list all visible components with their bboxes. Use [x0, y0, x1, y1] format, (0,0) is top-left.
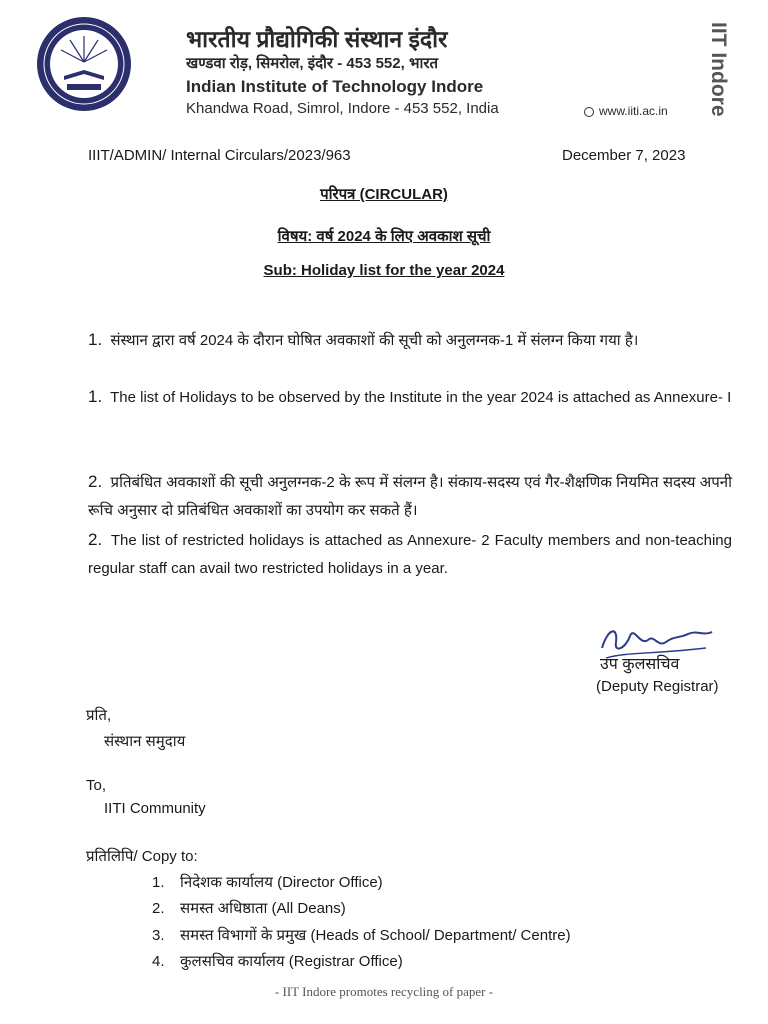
copy-item-text: निदेशक कार्यालय (Director Office) — [180, 874, 383, 891]
subject-hindi: विषय: वर्ष 2024 के लिए अवकाश सूची — [277, 228, 491, 245]
copy-item-number: 2. — [152, 900, 165, 917]
globe-icon — [584, 107, 594, 117]
copy-list-item — [152, 951, 403, 971]
paragraph-text: The list of Holidays to be observed by the Institute in the year 2024 is attached as Annexure- I — [110, 389, 732, 406]
paragraph-number: 1. — [88, 330, 103, 349]
paragraph-number: 2. — [88, 530, 103, 549]
circular-date: December 7, 2023 — [562, 147, 686, 164]
institute-address-hindi: खण्डवा रोड़, सिमरोल, इंदौर - 453 552, भारत — [186, 55, 439, 72]
signatory-title-english: (Deputy Registrar) — [596, 678, 719, 695]
copy-item-number: 4. — [152, 953, 165, 970]
paragraph-text: The list of restricted holidays is attached as Annexure- 2 Faculty members and non-teaching regular staff can avail two restricted holidays in a year. — [88, 532, 732, 577]
paragraph-2-english — [88, 526, 732, 583]
copy-item-text: समस्त अधिष्ठाता (All Deans) — [180, 900, 346, 917]
copy-item-text: कुलसचिव कार्यालय (Registrar Office) — [180, 953, 403, 970]
copy-list-item — [152, 872, 383, 892]
subject-english: Sub: Holiday list for the year 2024 — [263, 262, 505, 279]
copy-list-item — [152, 925, 571, 945]
to-recipient: IITI Community — [104, 800, 206, 817]
iit-indore-logo-icon — [34, 14, 134, 118]
copy-item-number: 3. — [152, 927, 165, 944]
paragraph-text: प्रतिबंधित अवकाशों की सूची अनुलग्नक-2 के रूप में संलग्न है। संकाय-सदस्य एवं गैर-शैक्षणिक नियमित सदस्य अपनी रूचि अनुसार दो प्रतिबंधित अवकाशों का उपयोग कर सकते हैं। — [88, 474, 732, 519]
paragraph-number: 2. — [88, 472, 103, 491]
to-label: To, — [86, 777, 107, 794]
reference-number: IIIT/ADMIN/ Internal Circulars/2023/963 — [88, 147, 351, 164]
paragraph-text: संस्थान द्वारा वर्ष 2024 के दौरान घोषित अवकाशों की सूची को अनुलग्नक-1 में संलग्न किया गया है। — [110, 332, 639, 349]
signatory-title-hindi: उप कुलसचिव — [600, 656, 680, 673]
copy-list-item — [152, 898, 346, 918]
paragraph-1-hindi — [88, 326, 732, 355]
copy-item-number: 1. — [152, 874, 165, 891]
circular-title: परिपत्र (CIRCULAR) — [320, 186, 448, 203]
copy-item-text: समस्त विभागों के प्रमुख (Heads of School/ Department/ Centre) — [180, 927, 571, 944]
institute-name-hindi: भारतीय प्रौद्योगिकी संस्थान इंदौर — [186, 26, 448, 52]
institute-address-english: Khandwa Road, Simrol, Indore - 453 552, India — [186, 100, 499, 117]
paragraph-number: 1. — [88, 387, 103, 406]
paragraph-1-english — [88, 383, 732, 412]
footer-note: - IIT Indore promotes recycling of paper - — [274, 984, 494, 999]
prati-recipient: संस्थान समुदाय — [104, 733, 186, 750]
prati-label: प्रति, — [86, 707, 112, 724]
side-label — [696, 20, 736, 120]
website-link[interactable] — [584, 104, 668, 118]
institute-name-english: Indian Institute of Technology Indore — [186, 77, 484, 96]
paragraph-2-hindi — [88, 468, 732, 525]
side-label-text: IIT Indore — [707, 22, 730, 117]
copy-to-label: प्रतिलिपि/ Copy to: — [86, 848, 198, 865]
website-text: www.iiti.ac.in — [599, 104, 668, 118]
